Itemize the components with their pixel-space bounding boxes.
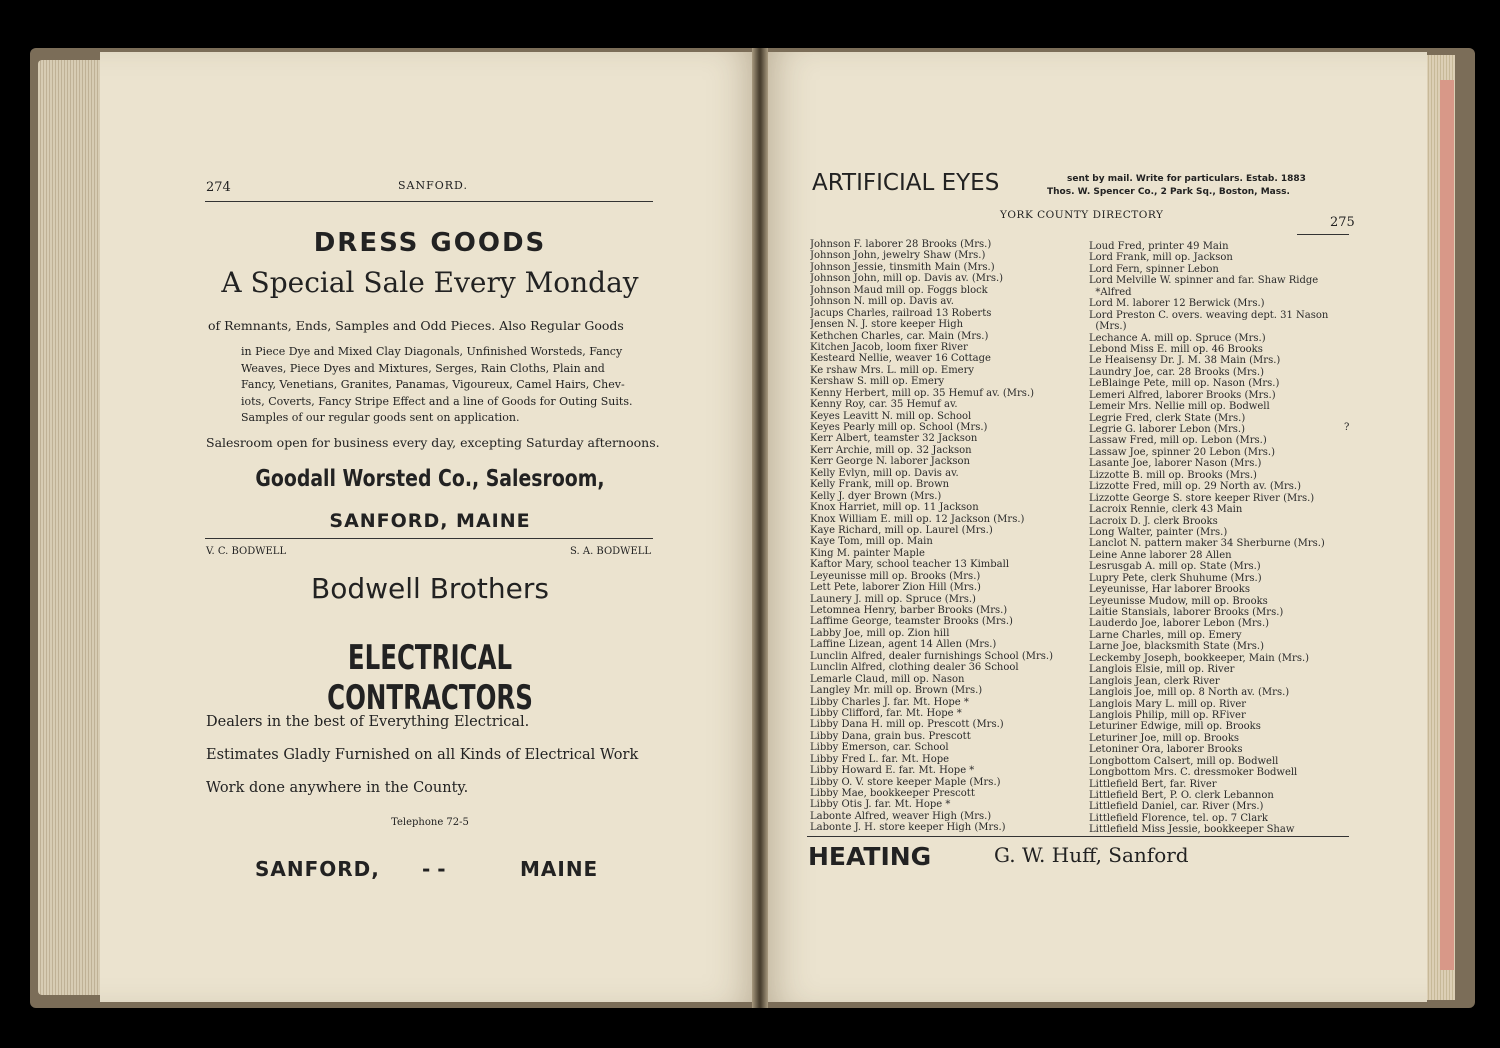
ad-line: Dealers in the best of Everything Electrical. (206, 714, 530, 730)
directory-entry: Lizzotte George S. store keeper River (Mrs.) (1089, 492, 1315, 504)
directory-entry: Kerr Albert, teamster 32 Jackson (810, 433, 978, 445)
goodall-company-name: Goodall Worsted Co., Salesroom, (255, 466, 605, 492)
book-gutter (752, 48, 768, 1008)
directory-entry: Legrie Fred, clerk State (Mrs.) (1089, 412, 1246, 424)
directory-entry: Lunclin Alfred, dealer furnishings School (Mrs.) (810, 650, 1053, 662)
footer-state: MAINE (520, 857, 599, 881)
footer-town: SANFORD, (255, 857, 380, 881)
directory-entry: Lechance A. mill op. Spruce (Mrs.) (1089, 332, 1266, 344)
directory-entry: Libby Mae, bookkeeper Prescott (810, 788, 975, 799)
directory-entry: Libby Charles J. far. Mt. Hope * (810, 696, 969, 708)
header-rule (205, 201, 653, 202)
directory-entry: Lanclot N. pattern maker 34 Sherburne (Mrs.) (1089, 538, 1325, 550)
directory-entry: Johnson F. laborer 28 Brooks (Mrs.) (810, 239, 992, 250)
directory-entry: Leckemby Joseph, bookkeeper, Main (Mrs.) (1089, 652, 1310, 664)
directory-entry: Lebond Miss E. mill op. 46 Brooks (1089, 343, 1263, 355)
directory-entry: Libby Howard E. far. Mt. Hope * (810, 765, 975, 777)
directory-entry: Legrie G. laborer Lebon (Mrs.) (1089, 424, 1245, 435)
heating-advertiser: G. W. Huff, Sanford (994, 843, 1189, 867)
directory-entry: Lupry Pete, clerk Shuhume (Mrs.) (1089, 572, 1262, 584)
directory-entry: Johnson N. mill op. Davis av. (810, 296, 954, 308)
partner-sa-bodwell: S. A. BODWELL (570, 546, 652, 557)
directory-entry: Laitie Stansials, laborer Brooks (Mrs.) (1089, 607, 1284, 618)
bodwell-ad-lines (206, 706, 638, 805)
page-edges-left (38, 60, 108, 995)
directory-entry: Letomnea Henry, barber Brooks (Mrs.) (810, 605, 1008, 616)
directory-entry: Lesrusgab A. mill op. State (Mrs.) (1089, 561, 1261, 573)
detail-line: Fancy, Venetians, Granites, Panamas, Vigoureux, Camel Hairs, Chev- (241, 378, 625, 392)
directory-entry: Johnson Jessie, tinsmith Main (Mrs.) (810, 261, 995, 273)
directory-entry: Libby Emerson, car. School (810, 742, 949, 754)
directory-entry: Lord Frank, mill op. Jackson (1089, 252, 1233, 264)
left-page (100, 52, 760, 1002)
directory-entry: Libby O. V. store keeper Maple (Mrs.) (810, 776, 1001, 788)
ad-divider (205, 538, 653, 539)
page-number-rule (1297, 234, 1349, 235)
directory-entry: Lacroix D. J. clerk Brooks (1089, 515, 1218, 527)
directory-entry: *Alfred (1089, 286, 1132, 298)
directory-entry: Langlois Philip, mill op. RFiver (1089, 709, 1246, 721)
directory-entry: Keyes Pearly mill op. School (Mrs.) (810, 422, 988, 433)
ad-line: Estimates Gladly Furnished on all Kinds of Electrical Work (206, 747, 639, 763)
directory-entry: Longbottom Calsert, mill op. Bodwell (1089, 755, 1279, 767)
directory-entry: Littlefield Florence, tel. op. 7 Clark (1089, 812, 1268, 824)
directory-entry: Littlefield Daniel, car. River (Mrs.) (1089, 801, 1264, 813)
telephone-number: Telephone 72-5 (391, 817, 469, 828)
directory-entry: Lizzotte Fred, mill op. 29 North av. (Mrs.) (1089, 481, 1301, 493)
margin-mark: ? (1344, 422, 1350, 433)
directory-entry: Lett Pete, laborer Zion Hill (Mrs.) (810, 582, 981, 594)
artificial-eyes-line2: Thos. W. Spencer Co., 2 Park Sq., Boston, Mass. (1047, 187, 1290, 197)
directory-entry: Longbottom Mrs. C. dressmoker Bodwell (1089, 767, 1298, 779)
directory-entry: (Mrs.) (1089, 321, 1127, 333)
directory-entry: Lauderdo Joe, laborer Lebon (Mrs.) (1089, 618, 1270, 630)
directory-entry: Langlois Elsie, mill op. River (1089, 664, 1235, 676)
directory-entry: Kershaw S. mill op. Emery (810, 376, 945, 388)
directory-entry: Laffine Lizean, agent 14 Allen (Mrs.) (810, 639, 997, 651)
directory-entry: Leine Anne laborer 28 Allen (1089, 549, 1232, 561)
directory-entry: Libby Dana H. mill op. Prescott (Mrs.) (810, 719, 1004, 731)
directory-entry: Kelly Evlyn, mill op. Davis av. (810, 467, 959, 479)
directory-entry: Kitchen Jacob, loom fixer River (810, 341, 968, 353)
directory-entry: Kelly Frank, mill op. Brown (810, 479, 950, 491)
directory-entry: Langlois Mary L. mill op. River (1089, 698, 1247, 710)
directory-entry: Langlois Joe, mill op. 8 North av. (Mrs.) (1089, 687, 1290, 699)
directory-entry: Lemeri Alfred, laborer Brooks (Mrs.) (1089, 389, 1276, 401)
directory-entry: Langley Mr. mill op. Brown (Mrs.) (810, 685, 983, 697)
page-number-right: 275 (1330, 215, 1355, 230)
directory-entry: Jacups Charles, railroad 13 Roberts (810, 307, 992, 319)
directory-entry: Johnson Maud mill op. Foggs block (810, 284, 988, 296)
directory-entry: Littlefield Bert, far. River (1089, 778, 1217, 790)
directory-entry: Libby Clifford, far. Mt. Hope * (810, 707, 962, 719)
running-head-left: SANFORD. (398, 179, 468, 192)
sanford-maine-location: SANFORD, MAINE (329, 510, 531, 532)
directory-entry: Lacroix Rennie, clerk 43 Main (1089, 504, 1243, 516)
directory-entry: Lassaw Joe, spinner 20 Lebon (Mrs.) (1089, 446, 1275, 458)
directory-entry: Littlefield Bert, P. O. clerk Lebannon (1089, 790, 1274, 801)
directory-entry: Kerr George N. laborer Jackson (810, 456, 970, 468)
electrical-contractors-heading: ELECTRICAL CONTRACTORS (327, 638, 533, 718)
directory-entry: Kenny Roy, car. 35 Hemuf av. (810, 399, 958, 411)
directory-column-right (1089, 241, 1354, 836)
special-sale-subheadline: A Special Sale Every Monday (221, 266, 639, 299)
directory-entry: Keyes Leavitt N. mill op. School (810, 410, 972, 422)
directory-entry: Littlefield Miss Jessie, bookkeeper Shaw (1089, 824, 1295, 836)
directory-entry: Lunclin Alfred, clothing dealer 36 School (810, 662, 1019, 674)
directory-entry: Labby Joe, mill op. Zion hill (810, 627, 950, 639)
directory-entry: Labonte Alfred, weaver High (Mrs.) (810, 810, 992, 822)
directory-entry: Leyeunisse Mudow, mill op. Brooks (1089, 595, 1268, 607)
directory-entry: Jensen N. J. store keeper High (810, 319, 964, 331)
directory-entry: Libby Otis J. far. Mt. Hope * (810, 799, 951, 811)
ad-line: Work done anywhere in the County. (206, 780, 469, 796)
directory-entry: Kaftor Mary, school teacher 13 Kimball (810, 559, 1010, 571)
directory-entry: Leturiner Edwige, mill op. Brooks (1089, 721, 1261, 733)
partner-vc-bodwell: V. C. BODWELL (206, 546, 287, 557)
dress-goods-headline: DRESS GOODS (313, 228, 547, 258)
directory-entry: Le Heaisensy Dr. J. M. 38 Main (Mrs.) (1089, 355, 1281, 367)
directory-entry: Lasante Joe, laborer Nason (Mrs.) (1089, 458, 1262, 470)
detail-line: Weaves, Piece Dyes and Mixtures, Serges, Rain Cloths, Plain and (241, 361, 605, 375)
page-number-left: 274 (206, 180, 231, 195)
directory-entry: Kelly J. dyer Brown (Mrs.) (810, 490, 942, 502)
directory-entry: Laundry Joe, car. 28 Brooks (Mrs.) (1089, 366, 1264, 378)
directory-entry: Laffime George, teamster Brooks (Mrs.) (810, 616, 1013, 628)
directory-entry: Libby Dana, grain bus. Prescott (810, 730, 971, 742)
directory-entry: Letoniner Ora, laborer Brooks (1089, 744, 1243, 756)
directory-entry: Kenny Herbert, mill op. 35 Hemuf av. (Mrs.) (810, 387, 1035, 399)
running-head-right: YORK COUNTY DIRECTORY (1000, 209, 1164, 221)
directory-entry: Larne Charles, mill op. Emery (1089, 629, 1242, 641)
colored-page-edge (1440, 80, 1454, 970)
directory-entry: Lemeir Mrs. Nellie mill op. Bodwell (1089, 401, 1270, 413)
heating-headline: HEATING (808, 842, 932, 871)
directory-entry: Lord Fern, spinner Lebon (1089, 263, 1219, 275)
directory-entry: Kesteard Nellie, weaver 16 Cottage (810, 353, 991, 365)
directory-entry: Kaye Tom, mill op. Main (810, 536, 933, 548)
detail-line: in Piece Dye and Mixed Clay Diagonals, Unfinished Worsteds, Fancy (241, 345, 623, 358)
footer-rule (807, 836, 1349, 837)
directory-entry: Lemarle Claud, mill op. Nason (810, 673, 965, 685)
directory-entry: Johnson John, jewelry Shaw (Mrs.) (810, 250, 986, 262)
bodwell-brothers-name: Bodwell Brothers (311, 572, 549, 605)
directory-entry: King M. painter Maple (810, 547, 925, 559)
directory-entry: Leturiner Joe, mill op. Brooks (1089, 732, 1240, 744)
directory-entry: Kaye Richard, mill op. Laurel (Mrs.) (810, 524, 993, 536)
right-page (762, 52, 1427, 1002)
directory-entry: Lassaw Fred, mill op. Lebon (Mrs.) (1089, 435, 1267, 447)
directory-entry: Larne Joe, blacksmith State (Mrs.) (1089, 641, 1264, 653)
directory-entry: Libby Fred L. far. Mt. Hope (810, 753, 950, 765)
ad-intro-text: of Remnants, Ends, Samples and Odd Pieces. Also Regular Goods (208, 318, 624, 333)
directory-entry: Leyeunisse, Har laborer Brooks (1089, 584, 1250, 596)
directory-column-left (810, 239, 1082, 834)
directory-entry: Ke rshaw Mrs. L. mill op. Emery (810, 364, 975, 376)
directory-entry: LeBlainge Pete, mill op. Nason (Mrs.) (1089, 378, 1280, 390)
directory-entry: Knox William E. mill op. 12 Jackson (Mrs.) (810, 513, 1025, 525)
salesroom-hours: Salesroom open for business every day, excepting Saturday afternoons. (206, 435, 660, 450)
directory-entry: Lord Preston C. overs. weaving dept. 31 Nason (1089, 309, 1329, 321)
artificial-eyes-title: ARTIFICIAL EYES (812, 170, 1000, 196)
directory-entry: Knox Harriet, mill op. 11 Jackson (810, 502, 979, 514)
directory-entry: Kethchen Charles, car. Main (Mrs.) (810, 330, 989, 342)
directory-entry: Lizzotte B. mill op. Brooks (Mrs.) (1089, 469, 1257, 481)
detail-line: Samples of our regular goods sent on application. (241, 411, 520, 425)
directory-entry: Lord M. laborer 12 Berwick (Mrs.) (1089, 298, 1265, 310)
directory-entry: Launery J. mill op. Spruce (Mrs.) (810, 593, 976, 605)
artificial-eyes-line1: sent by mail. Write for particulars. Estab. 1883 (1067, 174, 1306, 184)
directory-entry: Labonte J. H. store keeper High (Mrs.) (810, 822, 1006, 834)
directory-entry: Long Walter, painter (Mrs.) (1089, 526, 1228, 538)
directory-entry: Loud Fred, printer 49 Main (1089, 241, 1229, 252)
directory-entry: Leyeunisse mill op. Brooks (Mrs.) (810, 570, 981, 582)
footer-dashes: - - (422, 857, 446, 881)
directory-entry: Lord Melville W. spinner and far. Shaw Ridge (1089, 275, 1319, 287)
directory-entry: Langlois Jean, clerk River (1089, 675, 1220, 687)
directory-entry: Johnson John, mill op. Davis av. (Mrs.) (810, 273, 1004, 285)
detail-line: iots, Coverts, Fancy Stripe Effect and a line of Goods for Outing Suits. (241, 394, 633, 408)
directory-entry: Kerr Archie, mill op. 32 Jackson (810, 444, 972, 456)
fabric-details (241, 344, 632, 427)
